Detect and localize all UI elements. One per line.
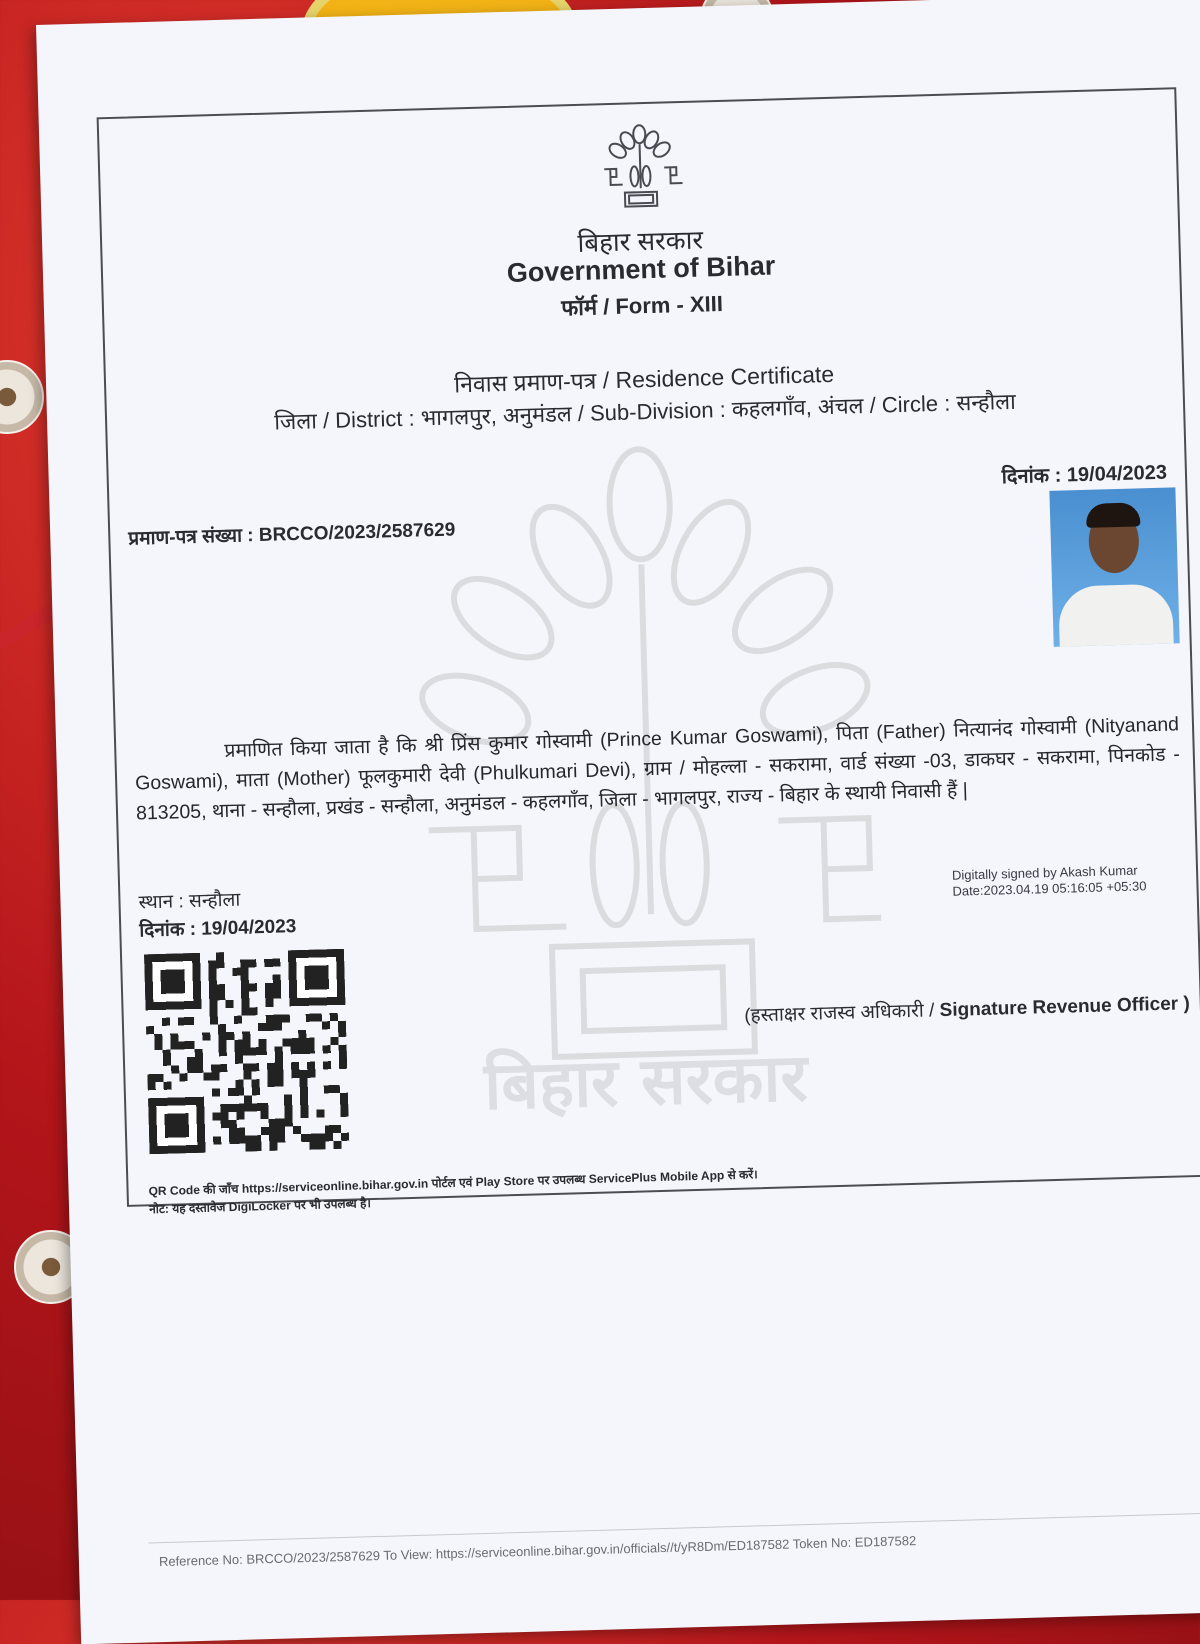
form-label: फॉर्म / Form - XIII	[560, 290, 724, 321]
signature-hindi: (हस्ताक्षर राजस्व अधिकारी /	[744, 1000, 940, 1027]
reference-line: Reference No: BRCCO/2023/2587629 To View: https://serviceonline.bihar.gov.in/officials//t/yR8Dm/ED187582 Token No: ED187582	[158, 1533, 917, 1570]
title-hindi: बिहार सरकार	[577, 224, 704, 258]
applicant-photo	[1049, 487, 1179, 646]
digital-signature	[952, 862, 1147, 899]
certificate-number: प्रमाण-पत्र संख्या : BRCCO/2023/2587629	[128, 519, 456, 550]
place-label: स्थान : सन्हौला	[138, 889, 241, 914]
digilocker-note: नोट: यह दस्तावेज DigiLocker पर भी उपलब्ध है।	[148, 1196, 372, 1217]
footer-date: दिनांक : 19/04/2023	[139, 916, 297, 942]
district-line: जिला / District : भागलपुर, अनुमंडल / Sub-Division : कहलगाँव, अंचल / Circle : सन्हौला	[273, 388, 1017, 435]
qr-verification-note: QR Code की जाँच https://serviceonline.bihar.gov.in पोर्टल एवं Play Store पर उपलब्ध ServicePlus Mobile App से करें।	[148, 1167, 758, 1199]
watermark-text: बिहार सरकार	[483, 1037, 809, 1125]
certificate-paper	[36, 0, 1200, 1644]
digital-signature-name: Digitally signed by Akash Kumar	[951, 862, 1138, 883]
title-english: Government of Bihar	[506, 250, 776, 288]
issue-date: दिनांक : 19/04/2023	[1001, 461, 1168, 489]
qr-code-icon[interactable]	[144, 949, 350, 1155]
background-flower-2	[0, 360, 44, 434]
signature-english: Signature Revenue Officer )	[939, 993, 1191, 1022]
digital-signature-date: Date:2023.04.19 05:16:05 +05:30	[952, 878, 1147, 899]
bihar-emblem-icon	[597, 117, 684, 215]
certificate-title: निवास प्रमाण-पत्र / Residence Certificate	[453, 360, 835, 398]
certificate-frame	[97, 87, 1200, 1217]
certificate-body: प्रमाणित किया जाता है कि श्री प्रिंस कुमार गोस्वामी (Prince Kumar Goswami), पिता (Father) नित्यानंद गोस्वामी (Nityanand Goswami), माता (Mother) फूलकुमारी देवी (Phulkumari Devi), ग्राम / मोहल्ला - सकरामा, वार्ड संख्या -03, डाकघर - सकरामा, पिनकोड - 813205, थाना - सन्हौला, प्रखंड - सन्हौला, अनुमंडल - कहलगाँव, जिला - भागलपुर, राज्य - बिहार के स्थायी निवासी हैं |	[134, 713, 1181, 825]
